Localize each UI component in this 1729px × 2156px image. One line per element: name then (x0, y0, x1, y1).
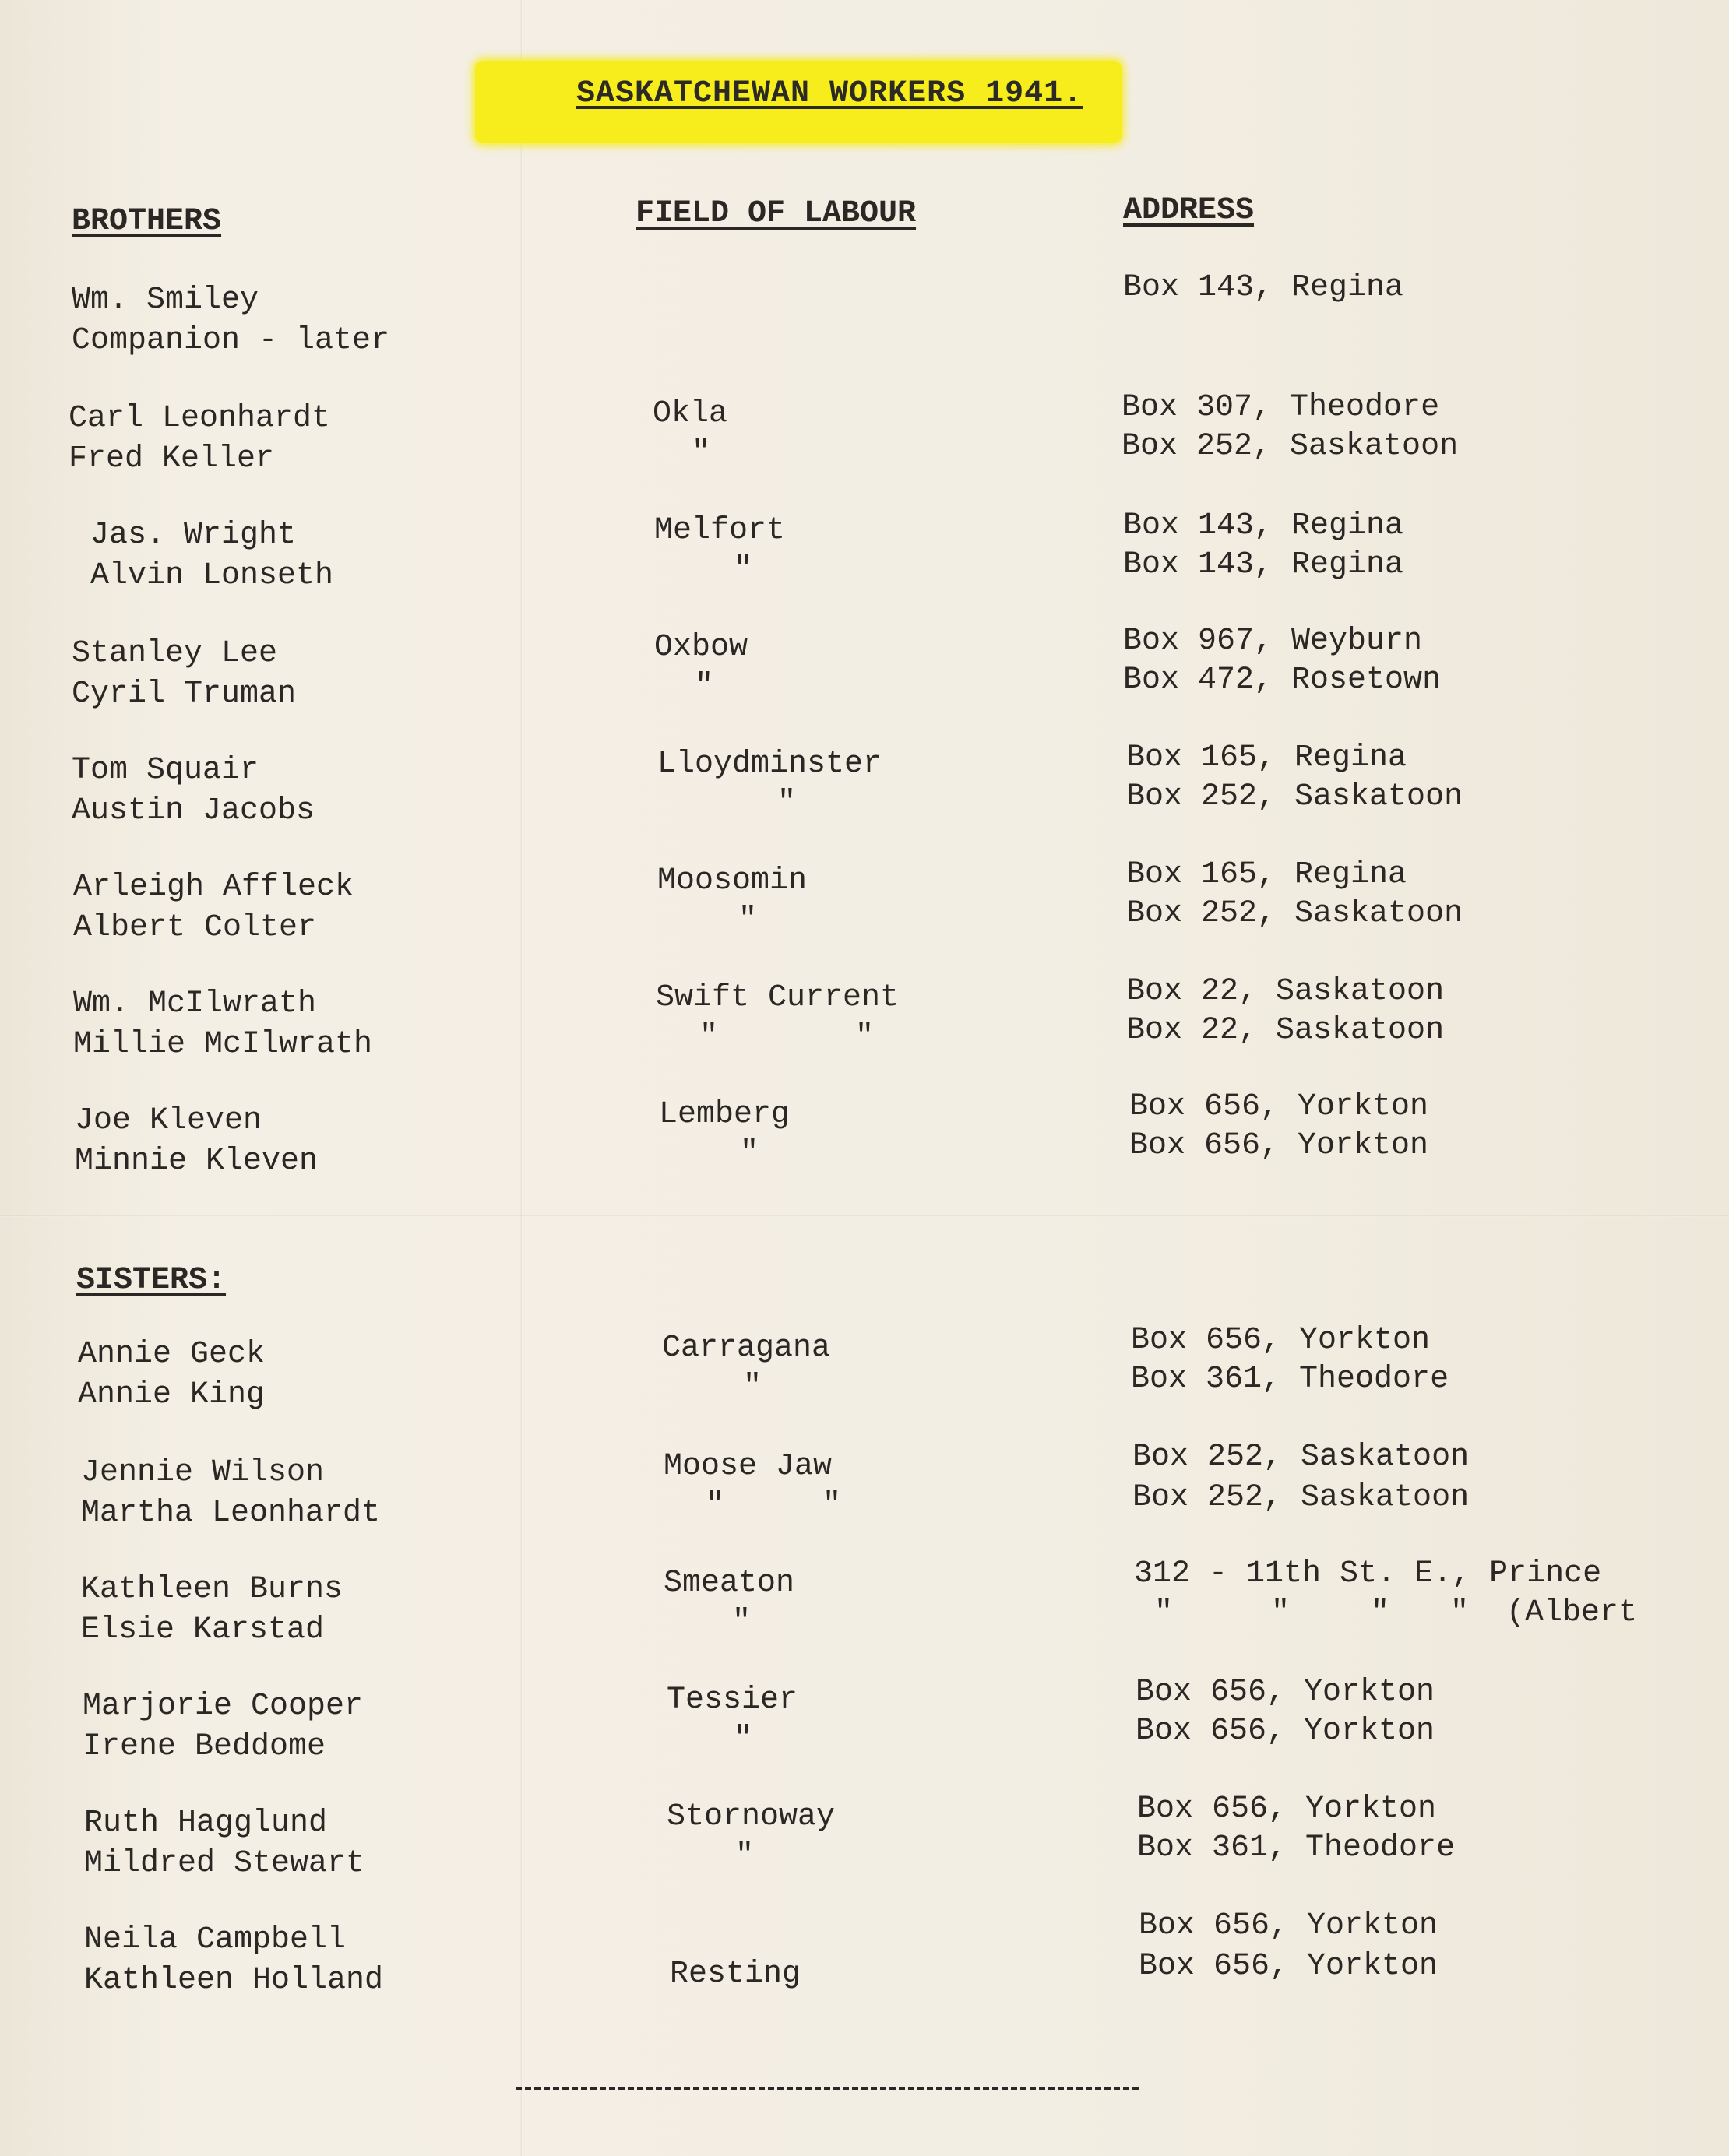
worker-address: Box 656, Yorkton (1136, 1714, 1435, 1749)
document-title: SASKATCHEWAN WORKERS 1941. (576, 76, 1083, 111)
field-of-labour: Tessier (667, 1683, 798, 1718)
ditto-mark: " (855, 1019, 875, 1054)
ditto-mark: " (692, 435, 711, 470)
ditto-mark: " (734, 552, 753, 587)
field-of-labour: Carragana (662, 1331, 831, 1366)
worker-name: Neila Campbell (84, 1922, 347, 1957)
worker-name: Ruth Hagglund (84, 1806, 328, 1841)
worker-address: Box 656, Yorkton (1129, 1089, 1429, 1124)
ditto-mark: " (735, 1838, 755, 1873)
worker-address: Box 472, Rosetown (1123, 663, 1442, 698)
worker-address: Box 252, Saskatoon (1132, 1480, 1470, 1515)
worker-name: Mildred Stewart (84, 1846, 365, 1881)
ditto-mark: " (777, 786, 797, 821)
ditto-mark: " (695, 669, 714, 704)
worker-name: Wm. Smiley (72, 283, 259, 318)
ditto-mark: " (822, 1488, 842, 1523)
worker-name: Annie King (78, 1377, 266, 1412)
worker-address: Box 656, Yorkton (1131, 1323, 1431, 1358)
fold-crease-horizontal (0, 1215, 1729, 1217)
field-of-labour: Swift Current (656, 980, 900, 1015)
worker-address: Box 656, Yorkton (1136, 1675, 1435, 1710)
field-of-labour: Oxbow (654, 630, 748, 665)
field-of-labour: Moose Jaw (664, 1449, 833, 1484)
worker-name: Elsie Karstad (81, 1613, 325, 1648)
worker-address: Box 252, Saskatoon (1126, 896, 1463, 931)
ditto-mark: " (743, 1370, 762, 1405)
field-of-labour: Moosomin (657, 863, 808, 899)
field-of-labour: Stornoway (667, 1799, 836, 1834)
worker-address: Box 165, Regina (1126, 857, 1407, 892)
ditto-mark: " (1371, 1595, 1390, 1630)
field-of-labour: Lemberg (659, 1097, 791, 1132)
worker-address: Box 307, Theodore (1122, 390, 1440, 425)
address-heading: ADDRESS (1123, 193, 1255, 228)
ditto-mark: " (1450, 1595, 1470, 1630)
worker-address: Box 143, Regina (1123, 270, 1404, 305)
worker-address: Box 967, Weyburn (1123, 624, 1423, 659)
field-of-labour-heading: FIELD OF LABOUR (636, 196, 917, 231)
worker-address: Box 143, Regina (1123, 547, 1404, 582)
field-of-labour: Melfort (654, 513, 786, 548)
worker-name: Minnie Kleven (75, 1144, 319, 1179)
worker-name: Jennie Wilson (81, 1455, 325, 1490)
ditto-mark: " (1154, 1595, 1174, 1630)
ditto-mark: " (740, 1136, 759, 1171)
worker-address: 312 - 11th St. E., Prince (1134, 1556, 1602, 1592)
worker-name: Fred Keller (69, 441, 275, 477)
field-of-labour: Okla (653, 396, 728, 431)
worker-name: Joe Kleven (75, 1103, 262, 1138)
worker-name: Companion - later (72, 323, 390, 358)
worker-name: Kathleen Burns (81, 1572, 343, 1607)
ditto-mark: " (732, 1605, 752, 1640)
worker-name: Kathleen Holland (84, 1963, 384, 1998)
worker-address: Box 656, Yorkton (1129, 1128, 1429, 1163)
worker-name: Jas. Wright (90, 518, 297, 553)
worker-name: Wm. McIlwrath (73, 987, 317, 1022)
worker-name: Arleigh Affleck (73, 870, 354, 905)
ditto-mark: " (706, 1488, 725, 1523)
worker-address: Box 165, Regina (1126, 740, 1407, 776)
ditto-mark: " (1271, 1595, 1291, 1630)
worker-address: Box 252, Saskatoon (1122, 429, 1459, 464)
worker-name: Alvin Lonseth (90, 558, 334, 593)
worker-address: Box 656, Yorkton (1137, 1792, 1437, 1827)
worker-address: Box 252, Saskatoon (1126, 779, 1463, 814)
sisters-heading: SISTERS: (76, 1263, 227, 1298)
worker-name: Tom Squair (72, 753, 259, 788)
worker-name: Stanley Lee (72, 636, 278, 671)
ditto-mark: " (699, 1019, 719, 1054)
worker-address: Box 361, Theodore (1137, 1831, 1456, 1866)
worker-name: Millie McIlwrath (73, 1027, 373, 1062)
worker-name: Cyril Truman (72, 677, 297, 712)
worker-address: Box 656, Yorkton (1139, 1949, 1438, 1984)
ditto-mark: " (734, 1722, 753, 1757)
worker-address: Box 22, Saskatoon (1126, 1013, 1445, 1048)
brothers-heading: BROTHERS (72, 204, 222, 239)
worker-name: Albert Colter (73, 910, 317, 945)
closing-dashed-rule (516, 2087, 1139, 2090)
worker-address: Box 656, Yorkton (1139, 1908, 1438, 1943)
worker-address: (Albert (1506, 1595, 1638, 1630)
worker-name: Carl Leonhardt (69, 401, 331, 436)
field-of-labour: Lloydminster (657, 747, 882, 782)
field-of-labour-resting: Resting (670, 1957, 801, 1992)
fold-crease-vertical (520, 0, 523, 2156)
worker-name: Austin Jacobs (72, 793, 315, 828)
worker-name: Martha Leonhardt (81, 1496, 381, 1531)
worker-address: Box 252, Saskatoon (1132, 1440, 1470, 1475)
worker-name: Irene Beddome (83, 1729, 326, 1764)
worker-address: Box 143, Regina (1123, 508, 1404, 543)
worker-name: Marjorie Cooper (83, 1689, 364, 1724)
ditto-mark: " (738, 902, 758, 937)
field-of-labour: Smeaton (664, 1566, 795, 1601)
worker-address: Box 22, Saskatoon (1126, 974, 1445, 1009)
worker-address: Box 361, Theodore (1131, 1362, 1449, 1397)
worker-name: Annie Geck (78, 1337, 266, 1372)
